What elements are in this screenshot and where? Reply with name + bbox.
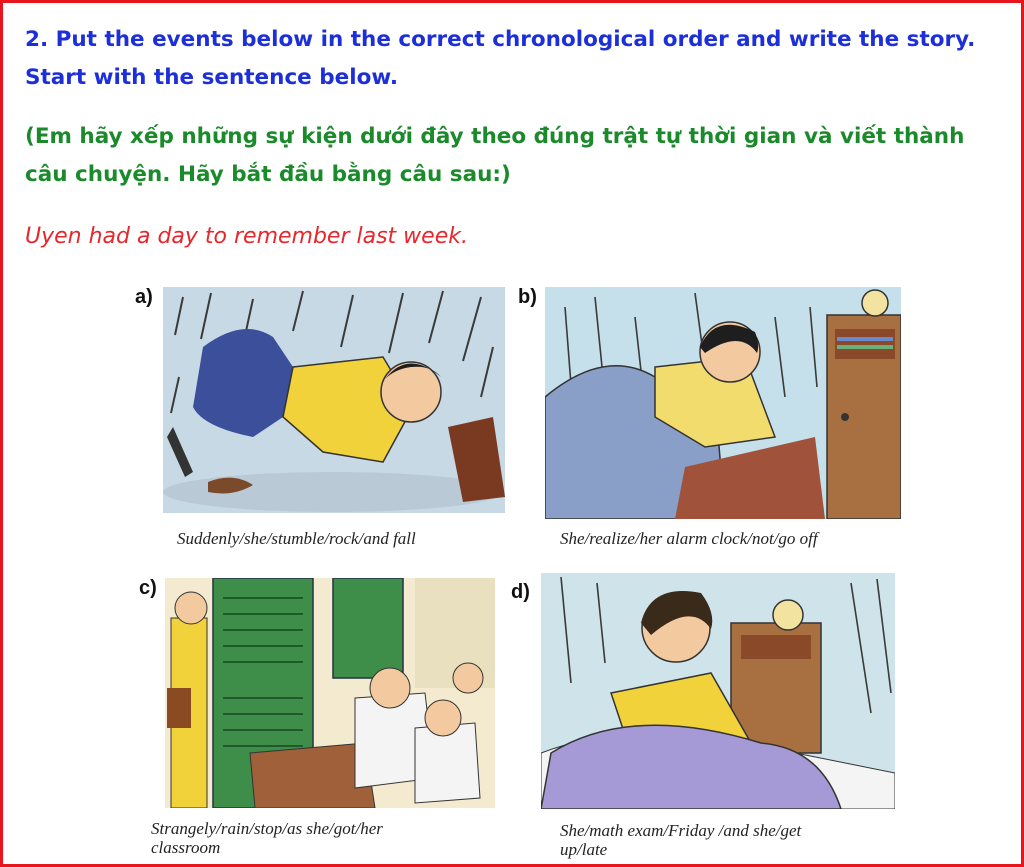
event-d-caption-line1: She/math exam/Friday /and she/get [560, 821, 802, 840]
event-a-caption: Suddenly/she/stumble/rock/and fall [177, 529, 416, 548]
event-c-caption-line2: classroom [151, 838, 221, 857]
event-b-caption: She/realize/her alarm clock/not/go off [560, 529, 818, 548]
event-d-caption [560, 821, 801, 859]
event-c-caption [151, 819, 383, 857]
event-d-label: d) [511, 581, 530, 603]
question-vi-line1: (Em hãy xếp những sự kiện dưới đây theo đúng trật tự thời gian và viết thành [25, 124, 965, 149]
question-title-line2: Start with the sentence below. [25, 65, 399, 90]
event-d-caption-line2: up/late [560, 840, 608, 859]
event-c-caption-line1: Strangely/rain/stop/as she/got/her [151, 819, 383, 838]
question-title-line1: 2. Put the events below in the correct chronological order and write the story. [25, 27, 976, 52]
event-c-label: c) [139, 577, 157, 599]
event-d-illustration [541, 573, 895, 809]
event-c-illustration [165, 578, 495, 808]
event-a-label: a) [135, 286, 153, 308]
question-title [25, 21, 1015, 97]
event-a-illustration [163, 287, 505, 513]
starting-sentence: Uyen had a day to remember last week. [25, 224, 468, 249]
event-b-illustration [545, 287, 901, 519]
question-vi-line2: câu chuyện. Hãy bắt đầu bằng câu sau:) [25, 162, 511, 187]
event-b-label: b) [518, 286, 537, 308]
question-vietnamese [25, 118, 1015, 194]
